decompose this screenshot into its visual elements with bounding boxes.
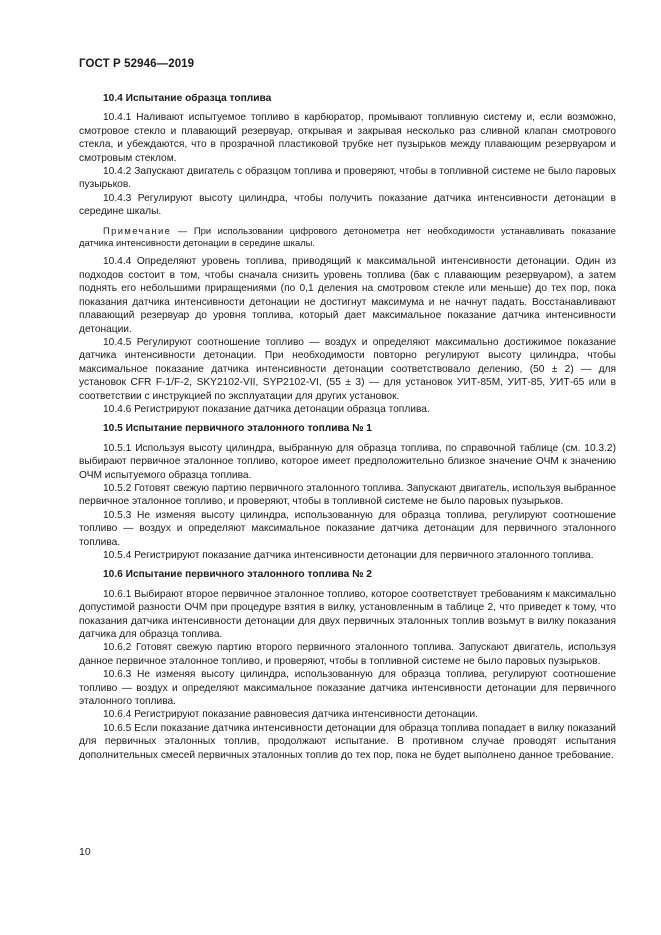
paragraph-10-6-3: 10.6.3 Не изменяя высоту цилиндра, использованную для образца топлива, регулируют соотношение топливо — воздух и определяют максимальное показание датчика интенсивности детонации для первичного эталонного топлива. [79, 669, 616, 708]
note-label: Примечание [103, 224, 172, 236]
paragraph-10-4-5: 10.4.5 Регулируют соотношение топливо — воздух и определяют максимально достижимое показание датчика интенсивности детонации. При необходимости повторно регулируют высоту цилиндра, чтобы максимальное показание датчика интенсивности детонации соответствовало делению, (50 ± 2) — для установок CFR F-1/F-2, SKY2102-VII, SYP2102-VI, (55 ± 3) — для установок УИТ-85М, УИТ-85, УИТ-65 или в соответствии с инструкцией по эксплуатации для других установок. [79, 336, 616, 402]
paragraph-10-6-4: 10.6.4 Регистрируют показание равновесия датчика интенсивности детонации. [103, 709, 478, 721]
note-10-4-3 [79, 225, 616, 250]
paragraph-10-5-4: 10.5.4 Регистрируют показание датчика интенсивности детонации для первичного эталонного топлива. [103, 550, 594, 561]
paragraph-10-4-1: 10.4.1 Наливают испытуемое топливо в карбюратор, промывают топливную систему и, если возможно, смотровое стекло и плавающий резервуар, открывая и закрывая несколько раз сливной клапан смотрового стекла, и убеждаются, что в прозрачной пластиковой трубке нет пузырьков между плавающим резервуаром и смотровым стеклом. [79, 112, 616, 164]
document-standard-header: ГОСТ Р 52946—2019 [79, 58, 195, 70]
paragraph-10-6-1: 10.6.1 Выбирают второе первичное эталонное топливо, которое соответствует требованиям к максимально допустимой разности ОЧМ при процедуре взятия в вилку, установленным в таблице 2, что приведет к тому, что показания датчика интенсивности детонации для двух первичных эталонных топлив возьмут в вилку показания датчика для образца топлива. [79, 588, 616, 641]
page-number: 10 [79, 846, 91, 858]
document-body [79, 92, 616, 762]
note-text: — При использовании цифрового детонометра нет необходимости устанавливать показание датчика интенсивности детонации в середине шкалы. [79, 224, 616, 249]
paragraph-10-5-2: 10.5.2 Готовят свежую партию первичного эталонного топлива. Запускают двигатель, используя выбранное первичное эталонное топливо, и проверяют, чтобы в топливной системе не было паровых пузырьков. [79, 482, 616, 508]
paragraph-10-5-3: 10.5.3 Не изменяя высоту цилиндра, использованную для образца топлива, регулируют соотношение топливо — воздух и определяют максимальное показание датчика детонации для первичного эталонного топлива. [79, 509, 616, 548]
paragraph-10-4-3: 10.4.3 Регулируют высоту цилиндра, чтобы получить показание датчика интенсивности детонации в середине шкалы. [79, 192, 616, 218]
section-heading-10-5: 10.5 Испытание первичного эталонного топлива № 1 [103, 423, 372, 435]
paragraph-10-4-2: 10.4.2 Запускают двигатель с образцом топлива и проверяют, чтобы в топливной системе не было паровых пузырьков. [79, 166, 616, 191]
paragraph-10-4-4: 10.4.4 Определяют уровень топлива, приводящий к максимальной интенсивности детонации. Один из подходов состоит в том, чтобы сначала снизить уровень топлива (бак с плавающим резервуаром), а затем поднять его небольшими приращениями (по 0,1 деления на смотровом стекле или меньше) до тех пор, пока показания датчика интенсивности детонации не достигнут максимума и не начнут падать. Восстанавливают плавающий резервуар до уровня топлива, который дает максимальное показание датчика интенсивности детонации. [79, 256, 616, 335]
section-heading-10-6: 10.6 Испытание первичного эталонного топлива № 2 [103, 569, 372, 581]
paragraph-10-5-1: 10.5.1 Используя высоту цилиндра, выбранную для образца топлива, по справочной таблице (см. 10.3.2) выбирают первичное эталонное топливо, которое имеет предположительно близкое значение ОЧМ к значению ОЧМ испытуемого образца топлива. [79, 442, 616, 481]
paragraph-10-6-5: 10.6.5 Если показание датчика интенсивности детонации для образца топлива попадает в вилку показаний для первичных эталонных топлив, продолжают испытание. В противном случае проводят испытания дополнительных смесей первичных эталонных топлив до тех пор, пока не будет выполнено данное требование. [79, 722, 616, 761]
section-heading-10-4: 10.4 Испытание образца топлива [103, 93, 272, 104]
paragraph-10-6-2: 10.6.2 Готовят свежую партию второго первичного эталонного топлива. Запускают двигатель, используя данное первичное эталонное топливо, и проверяют, чтобы в топливной системе не было паровых пузырьков. [79, 642, 616, 667]
paragraph-10-4-6: 10.4.6 Регистрируют показание датчика детонации образца топлива. [103, 403, 430, 415]
